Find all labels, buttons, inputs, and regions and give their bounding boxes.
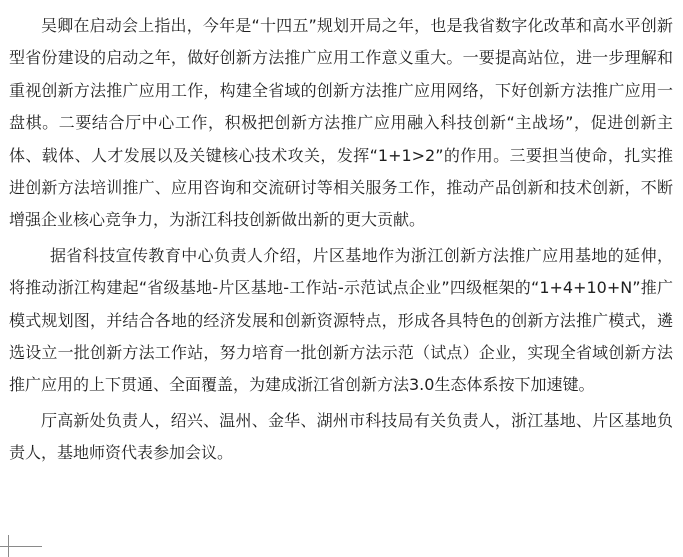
paragraph-leader-remarks: 吴卿在启动会上指出，今年是“十四五”规划开局之年，也是我省数字化改革和高水平创新型省份建设的启动之年，做好创新方法推广应用工作意义重大。一要提高站位，进一步理解和重视创新方法推广应用工作，构建全省域的创新方法推广应用网络，下好创新方法推广应用一盘棋。二要结合厅中心工作，积极把创新方法推广应用融入科技创新“主战场”，促进创新主体、载体、人才发展以及关键核心技术攻关，发挥“1+1>2”的作用。三要担当使命，扎实推进创新方法培训推广、应用咨询和交流研讨等相关服务工作，推动产品创新和技术创新，不断增强企业核心竞争力，为浙江科技创新做出新的更大贡献。 [9, 16, 673, 230]
paragraph-attendees: 厅高新处负责人，绍兴、温州、金华、湖州市科技局有关负责人，浙江基地、片区基地负责人，基地师资代表参加会议。 [9, 410, 673, 463]
crop-mark-vertical [8, 535, 9, 557]
paragraph-center-introduction: 据省科技宣传教育中心负责人介绍，片区基地作为浙江创新方法推广应用基地的延伸，将推动浙江构建起“省级基地-片区基地-工作站-示范试点企业”四级框架的“1+4+10+N”推广模式规划图，并结合各地的经济发展和创新资源特点，形成各具特色的创新方法推广模式，遴选设立一批创新方法工作站，努力培育一批创新方法示范（试点）企业，实现全省域创新方法推广应用的上下贯通、全面覆盖，为建成浙江省创新方法3.0生态体系按下加速键。 [9, 245, 673, 395]
crop-mark-horizontal [0, 546, 42, 547]
